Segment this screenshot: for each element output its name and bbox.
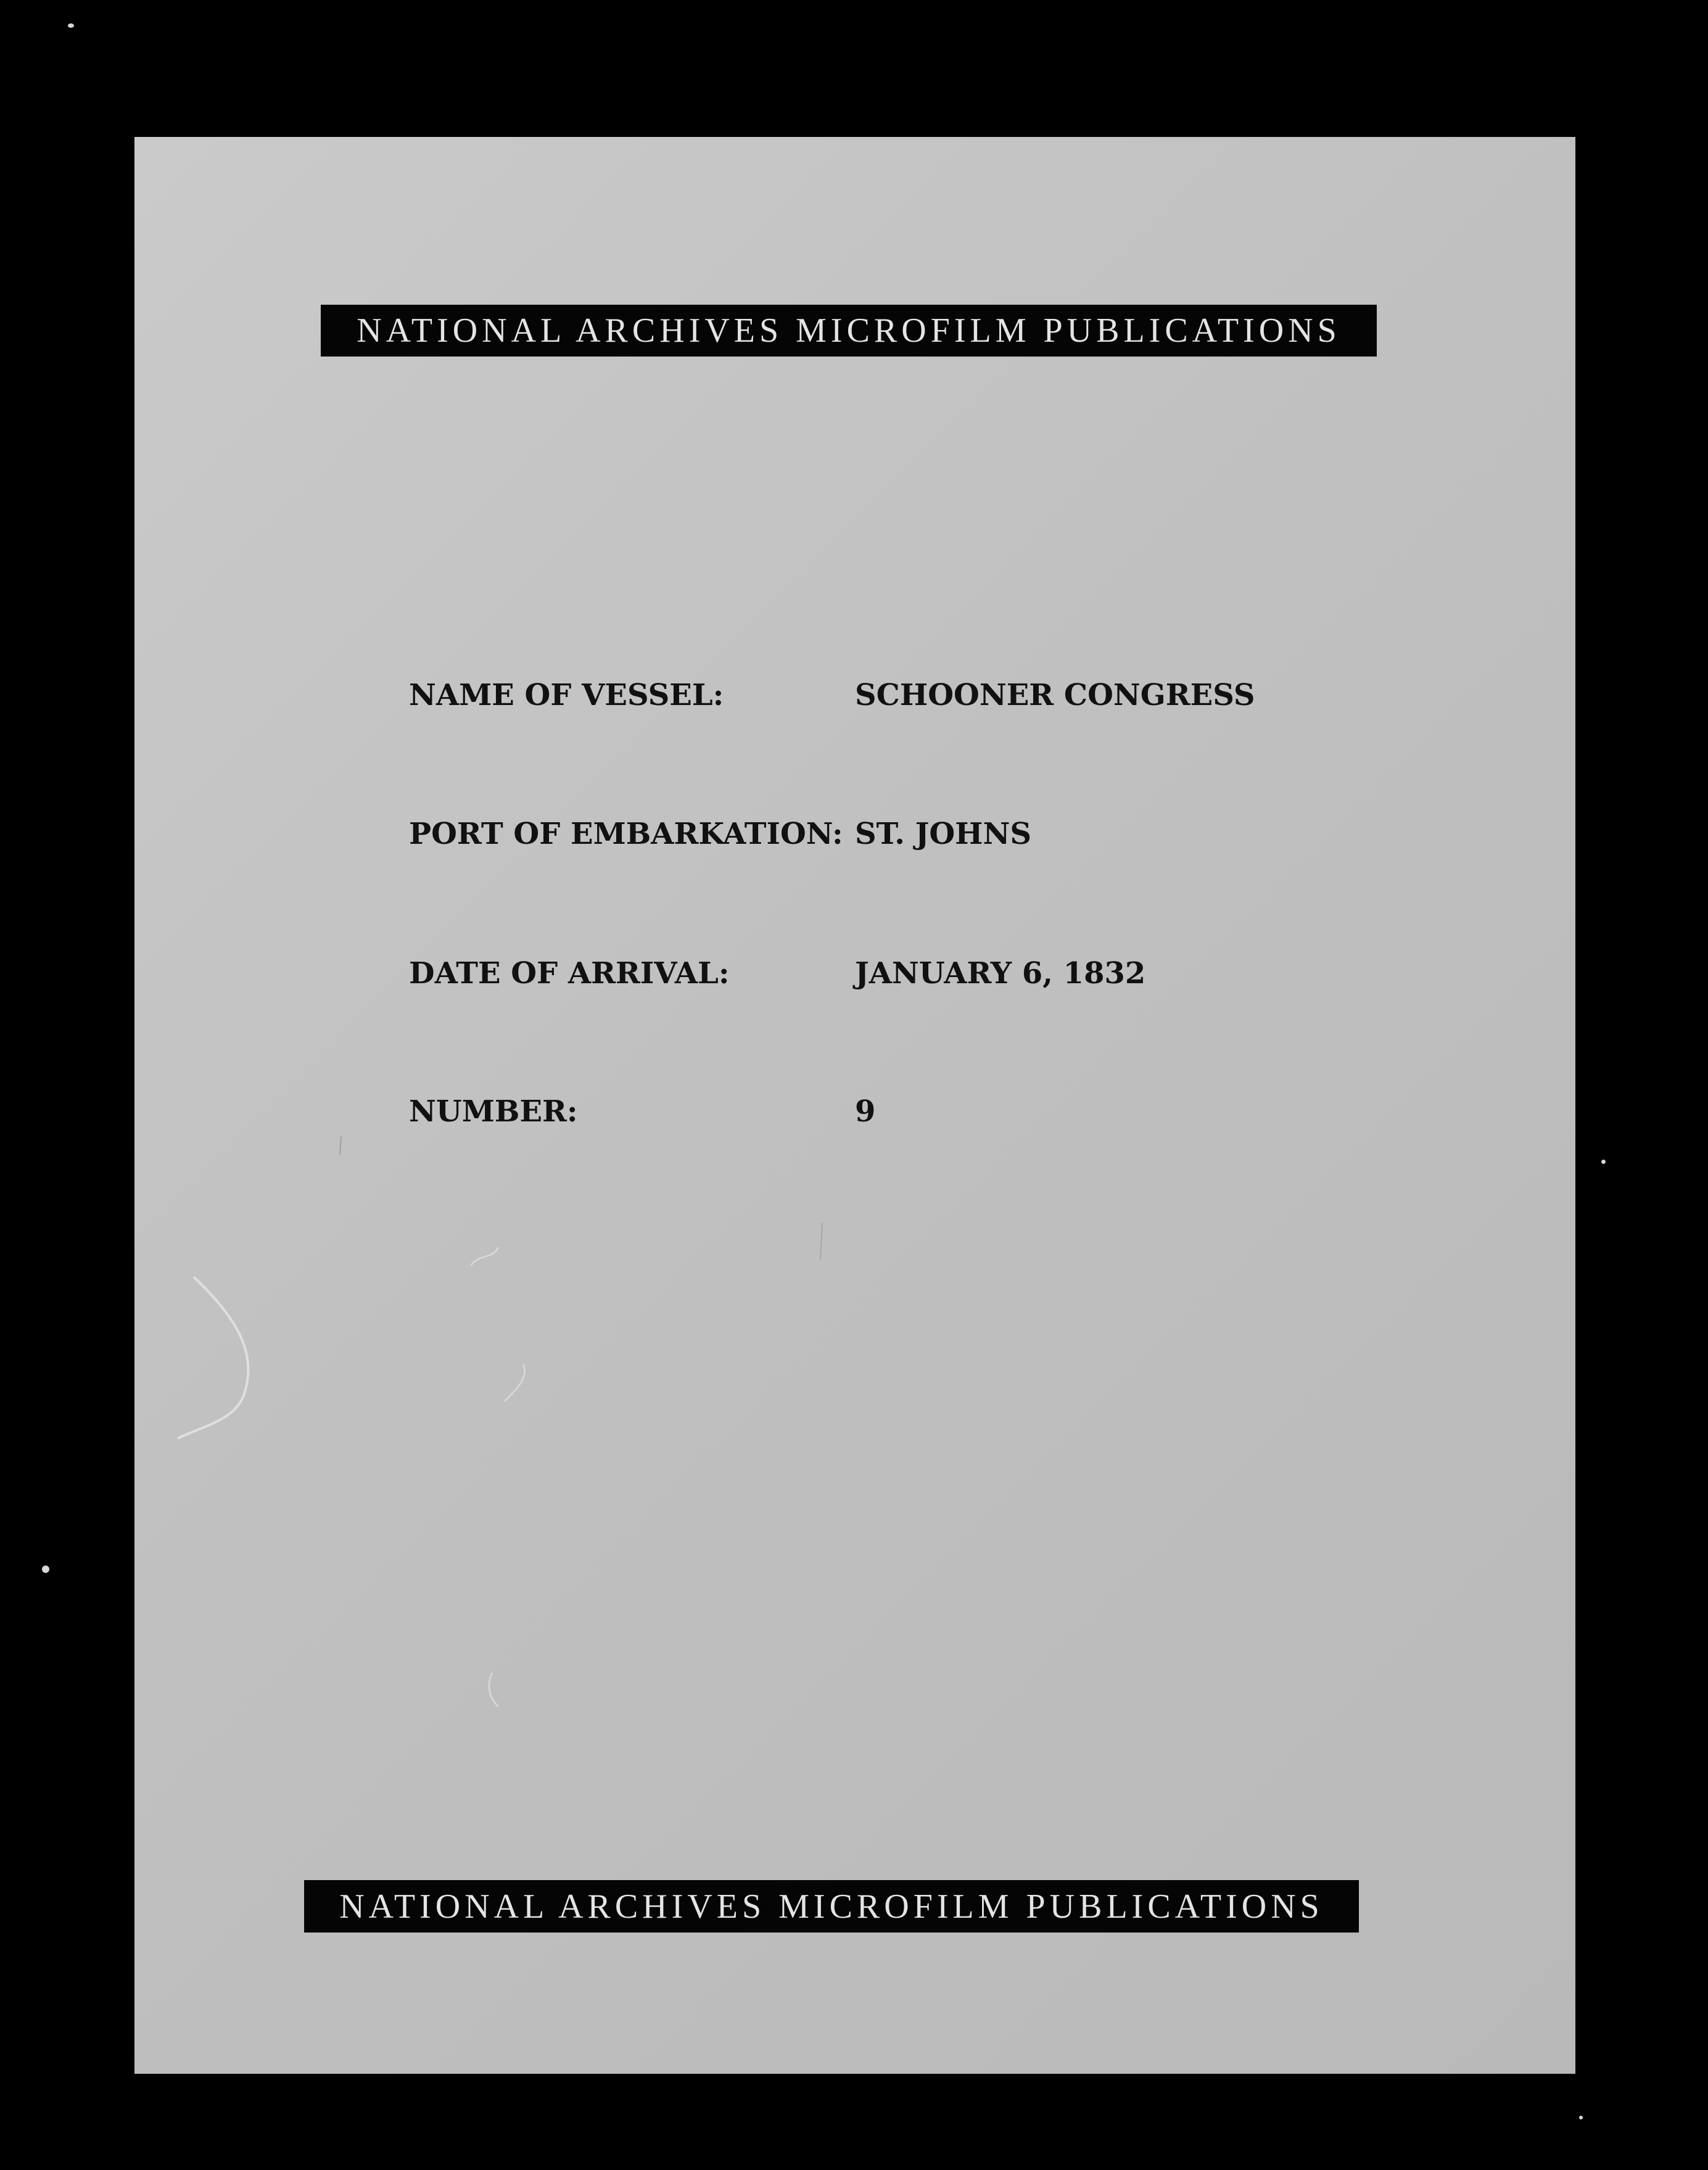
film-speck (1579, 2116, 1583, 2119)
header-banner (321, 305, 1377, 357)
date-of-arrival-label: DATE OF ARRIVAL: (409, 956, 730, 991)
footer-banner (304, 1880, 1359, 1933)
footer-banner-text: NATIONAL ARCHIVES MICROFILM PUBLICATIONS (339, 1887, 1324, 1926)
film-speck (42, 1566, 49, 1573)
number-label: NUMBER: (409, 1094, 578, 1129)
film-speck (68, 23, 74, 28)
film-speck (1601, 1160, 1606, 1164)
port-of-embarkation-value: ST. JOHNS (855, 817, 1032, 851)
header-banner-text: NATIONAL ARCHIVES MICROFILM PUBLICATIONS (357, 311, 1341, 350)
port-of-embarkation-label: PORT OF EMBARKATION: (409, 817, 843, 851)
date-of-arrival-value: JANUARY 6, 1832 (855, 956, 1146, 991)
vessel-name-value: SCHOONER CONGRESS (855, 678, 1255, 712)
vessel-name-label: NAME OF VESSEL: (409, 678, 724, 712)
number-value: 9 (855, 1094, 876, 1129)
document-page (134, 137, 1575, 2074)
